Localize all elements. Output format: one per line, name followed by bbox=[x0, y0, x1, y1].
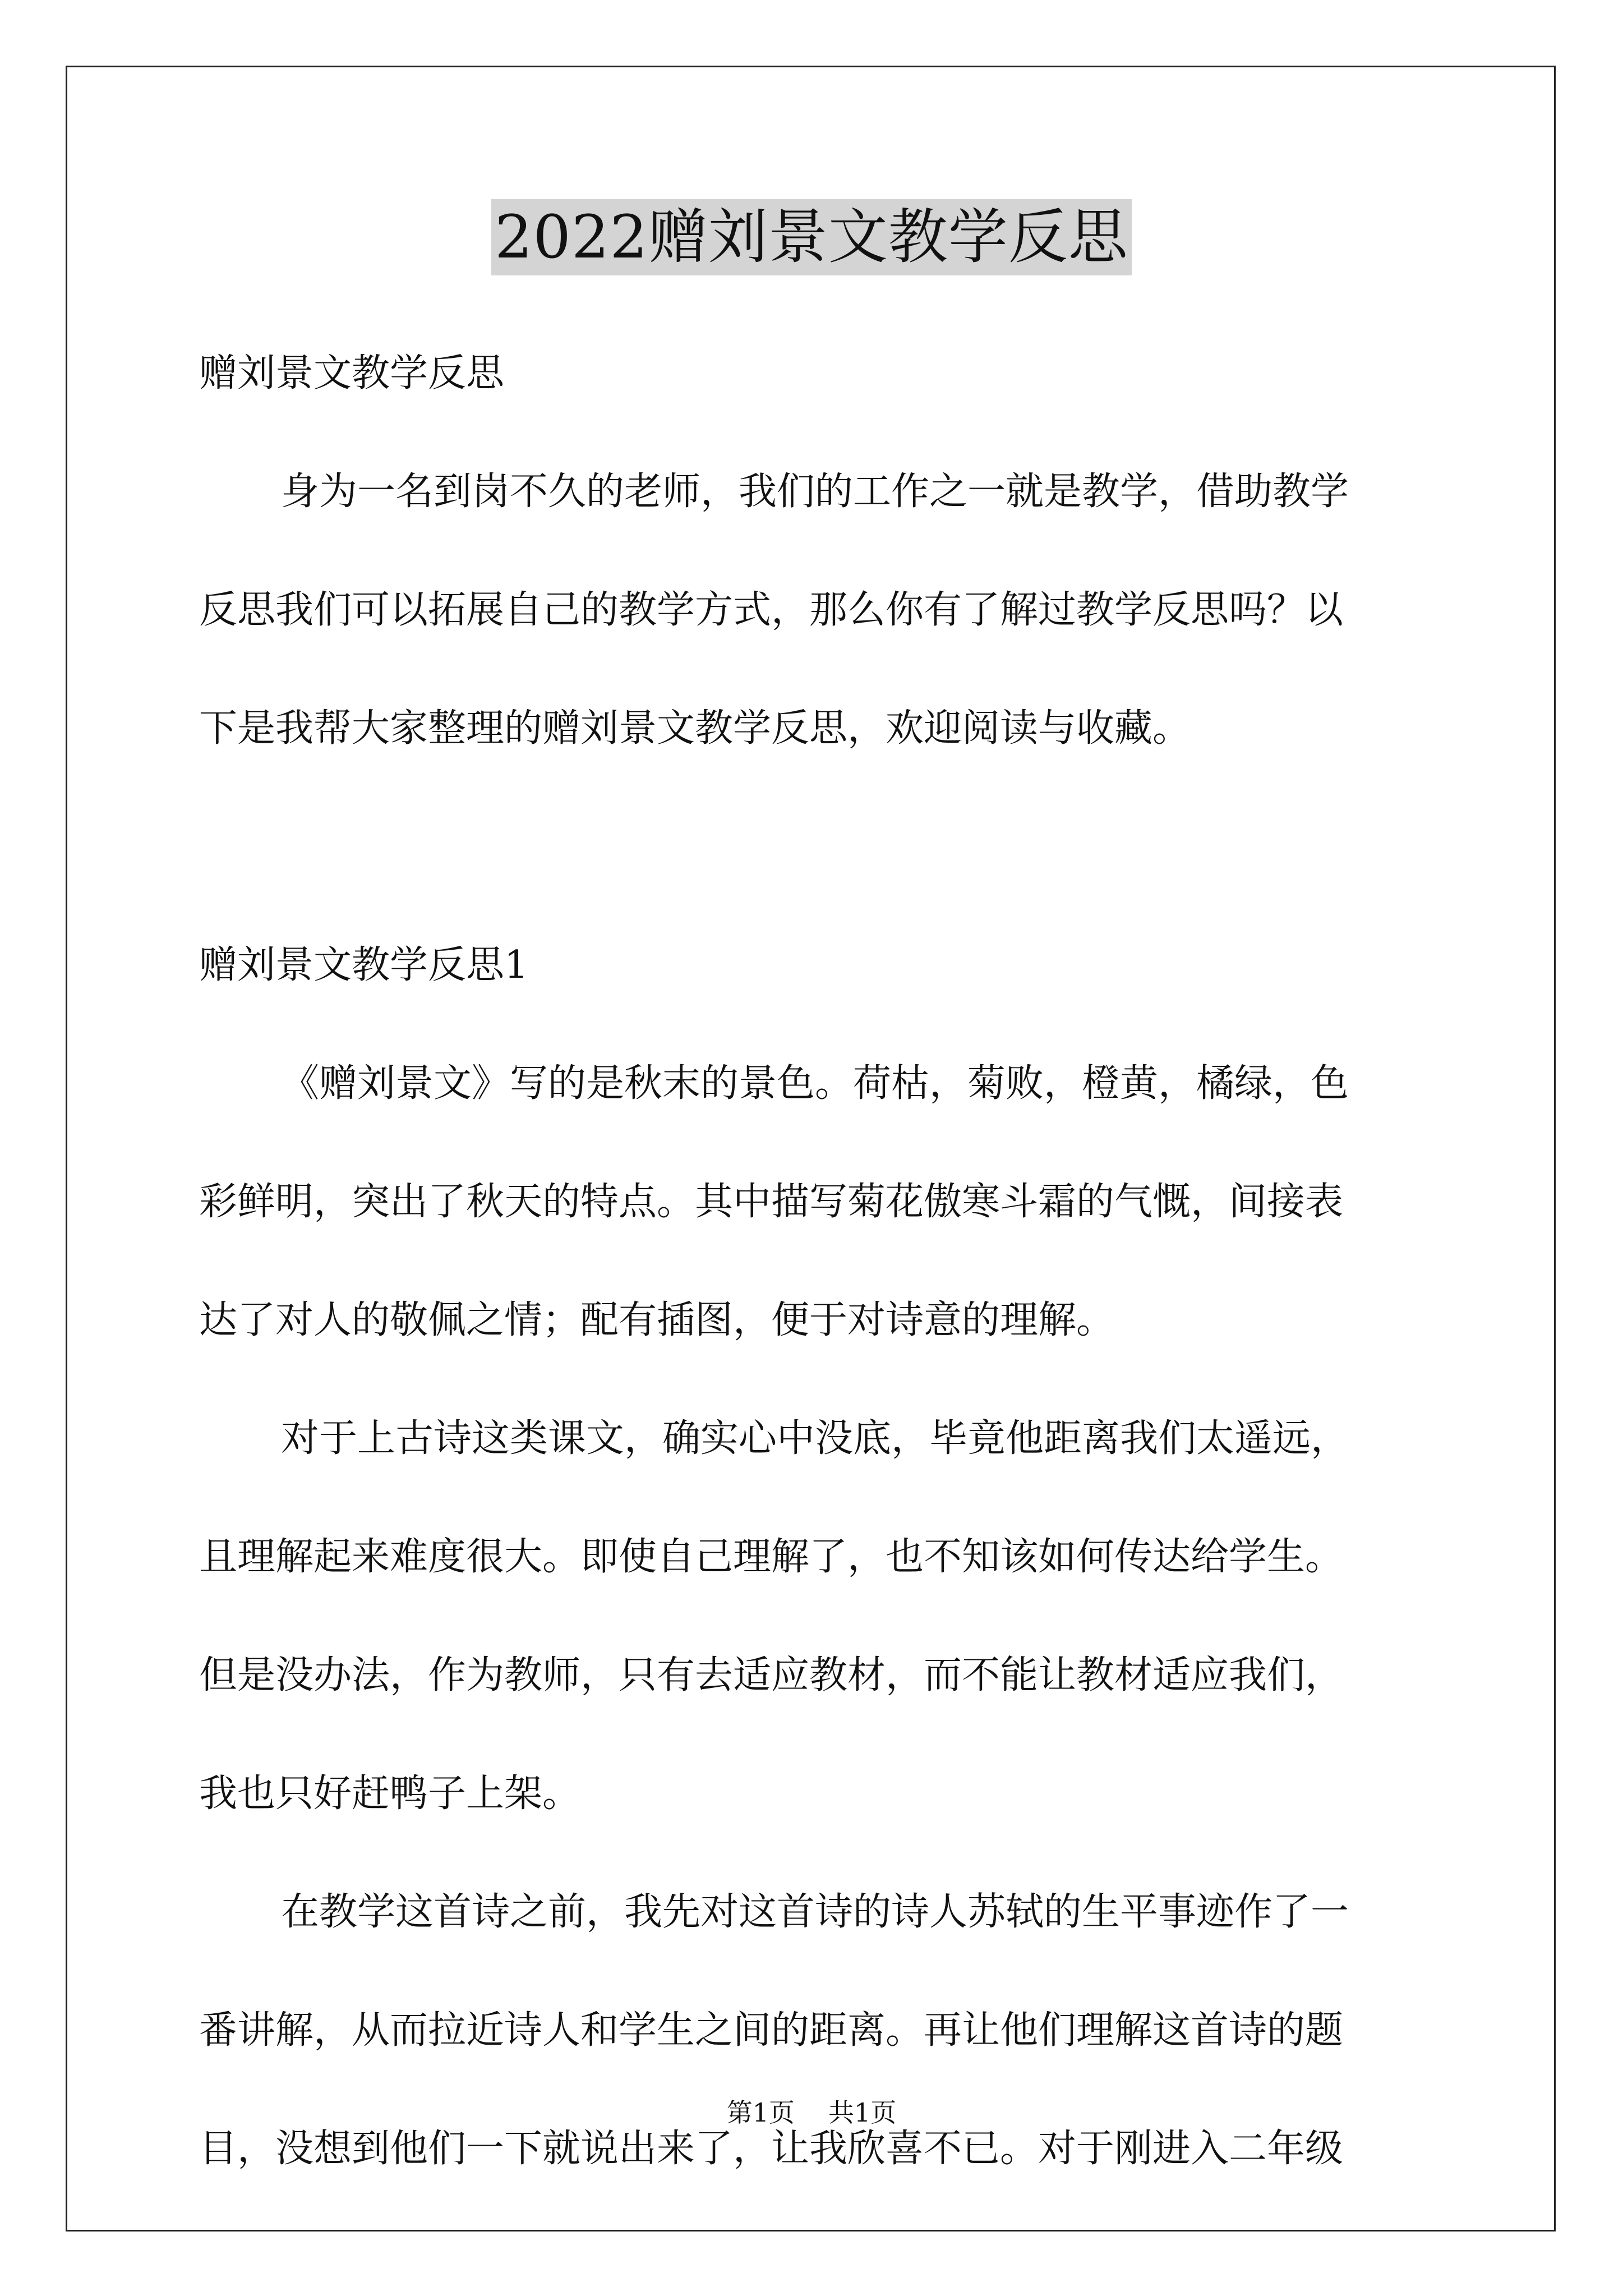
page-total: 共1页 bbox=[828, 2097, 897, 2128]
paragraph-line: 达了对人的敬佩之情；配有插图，便于对诗意的理解。 bbox=[199, 1298, 1115, 1342]
paragraph-line: 在教学这首诗之前，我先对这首诗的诗人苏轼的生平事迹作了一 bbox=[281, 1890, 1349, 1934]
paragraph-line: 番讲解，从而拉近诗人和学生之间的距离。再让他们理解这首诗的题 bbox=[199, 2008, 1344, 2053]
page-number: 第1页 bbox=[726, 2097, 795, 2128]
title-container bbox=[0, 199, 1623, 275]
intro-line: 反思我们可以拓展自己的教学方式，那么你有了解过教学反思吗？以 bbox=[199, 588, 1344, 632]
blank-line bbox=[199, 788, 1432, 906]
paragraph-line: 对于上古诗这类课文，确实心中没底，毕竟他距离我们太遥远， bbox=[281, 1416, 1349, 1461]
document-title: 2022赠刘景文教学反思 bbox=[491, 199, 1132, 275]
subtitle: 赠刘景文教学反思 bbox=[199, 351, 505, 395]
paragraph-line: 但是没办法，作为教师，只有去适应教材，而不能让教材适应我们， bbox=[199, 1653, 1344, 1697]
document-body bbox=[199, 314, 1432, 2208]
paragraph-line: 《赠刘景文》写的是秋末的景色。荷枯，菊败，橙黄，橘绿，色 bbox=[281, 1061, 1349, 1106]
intro-line: 身为一名到岗不久的老师，我们的工作之一就是教学，借助教学 bbox=[281, 470, 1349, 514]
paragraph-line: 且理解起来难度很大。即使自己理解了，也不知该如何传达给学生。 bbox=[199, 1535, 1344, 1579]
page-footer bbox=[0, 2096, 1623, 2129]
paragraph-line: 我也只好赶鸭子上架。 bbox=[199, 1772, 581, 1816]
paragraph-line: 彩鲜明，突出了秋天的特点。其中描写菊花傲寒斗霜的气慨，间接表 bbox=[199, 1180, 1344, 1224]
intro-line: 下是我帮大家整理的赠刘景文教学反思，欢迎阅读与收藏。 bbox=[199, 706, 1191, 751]
section-heading: 赠刘景文教学反思1 bbox=[199, 943, 529, 987]
paragraph-line: 目，没想到他们一下就说出来了，让我欣喜不已。对于刚进入二年级 bbox=[199, 2127, 1344, 2171]
